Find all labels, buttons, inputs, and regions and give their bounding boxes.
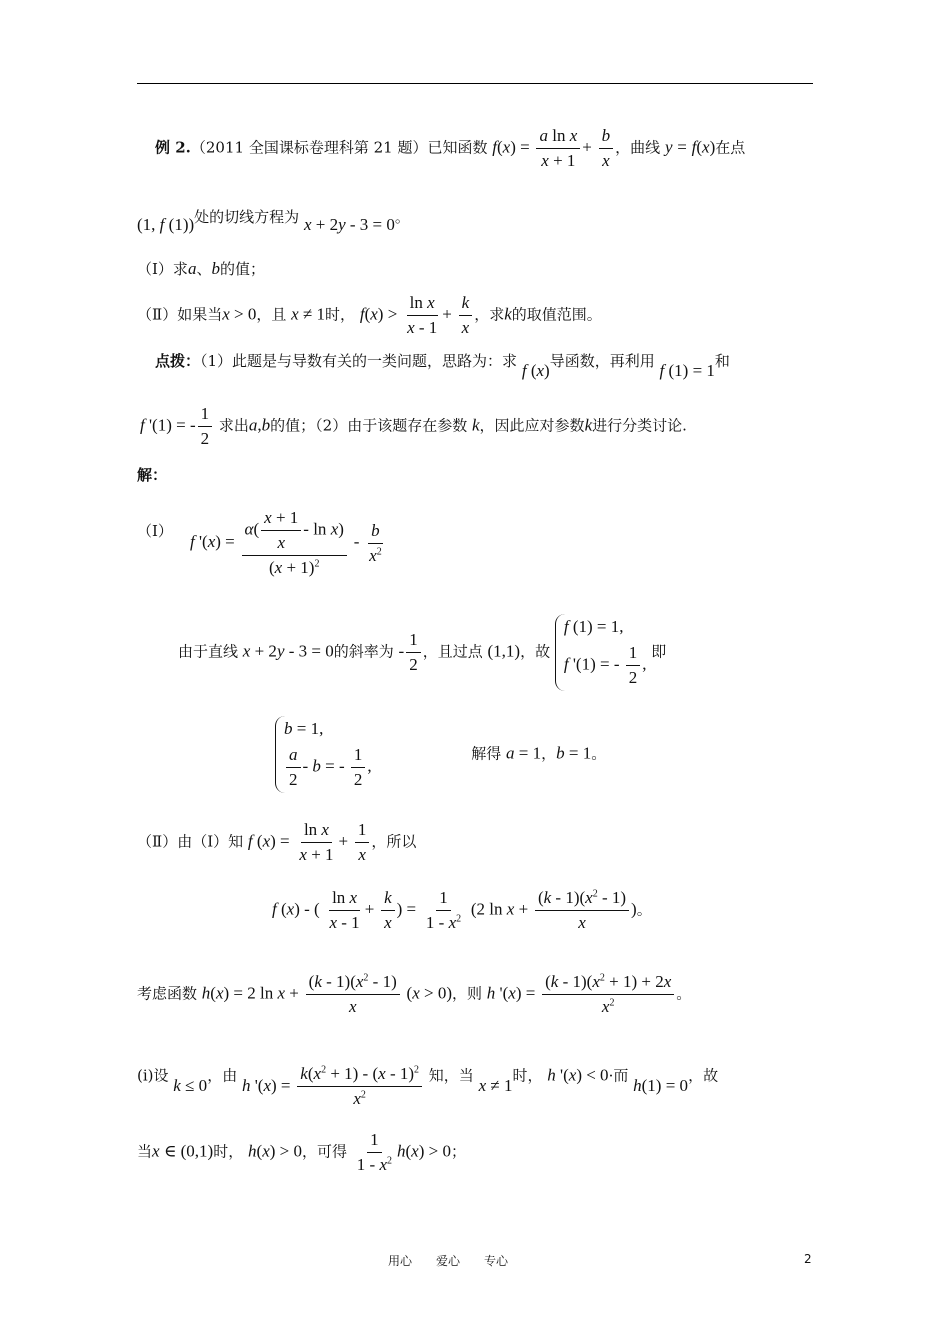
header-rule (137, 83, 813, 84)
derivative-formula: f '(x) = α( $\frac{x + 1}{x}$ - ln x) $(x + 1)^2$ - $\frac{b}{x^2}$ (190, 508, 382, 577)
case-1: (i)设 k ≤ 0，由 h '(x) = $\frac{k(x^2 + 1) - (x - 1)^2}{x^2}$ 知，当 x ≠ 1时， h '(x) < 0·而 h(1) = 0，故 (137, 1064, 719, 1108)
hint-line-1: 点拨：（1）此题是与导数有关的一类问题，思路为：求 f (x)导函数，再利用 f (1) = 1和 (155, 352, 730, 380)
page-number: 2 (804, 1252, 812, 1266)
system-solve: b = 1, $\frac{a}{2}$ - b = - $\frac{1}{2}$ , 解得 a = 1，b = 1。 (275, 716, 606, 793)
example-line-1: 例 2.（2011 全国课标卷理科第 21 题）已知函数 f(x) = $\frac{\text{a ln x}}{x + 1}$ + $\frac{b}{x}$ ，曲线 y = f(x)在点 (155, 126, 746, 170)
hint-line-2: f '(1) = - $\frac{1}{2}$ 求出a,b的值；（2）由于该题存在参数 k，因此应对参数k进行分类讨论. (140, 404, 687, 448)
solution-part-2: （Ⅱ）由（Ⅰ）知 f (x) = $\frac{\text{ln x}}{x + 1}$ + $\frac{1}{x}$ ，所以 (137, 820, 417, 864)
case-1-conclusion: 当x ∈ (0,1)时， h(x) > 0，可得 $\frac{1}{1 - x^2}$ h(x) > 0； (137, 1130, 466, 1174)
footer-motto: 用心 爱心 专心 (388, 1254, 509, 1268)
example-line-2: (1, f (1))处的切线方程为 x + 2y - 3 = 0。 (137, 208, 410, 234)
part-1: （Ⅰ）求a、b的值； (137, 259, 265, 278)
hint-label: 点拨： (155, 352, 201, 370)
part-2: （Ⅱ）如果当x > 0，且 x ≠ 1时， f(x) > $\frac{\text{ln x}}{x - 1}$ + $\frac{k}{x}$ ，求k的取值范围。 (137, 293, 602, 337)
example-label: 例 2. (155, 138, 191, 157)
consider-h: 考虑函数 h(x) = 2 ln x + $\frac{(k - 1)(x^2 - 1)}{x}$ (x > 0)，则 h '(x) = $\frac{(k - 1)(x^2 + 1) + 2x}{x^2}$ 。 (137, 972, 692, 1016)
solution-label: 解： (137, 466, 168, 484)
solution-part-1-label: （Ⅰ） (137, 522, 173, 540)
slope-line: 由于直线 x + 2y - 3 = 0的斜率为 - $\frac{1}{2}$ ，且过点 (1,1)，故 f (1) = 1, f '(1) = - $\frac{1}{2}$ , 即 (178, 614, 666, 691)
difference-formula: f (x) - ( $\frac{\text{ln x}}{x - 1}$ + $\frac{k}{x}$ ) = $\frac{1}{1 - x^2}$ (2 ln x + $\frac{(k - 1)(x^2 - 1)}{x}$ )。 (272, 888, 652, 932)
